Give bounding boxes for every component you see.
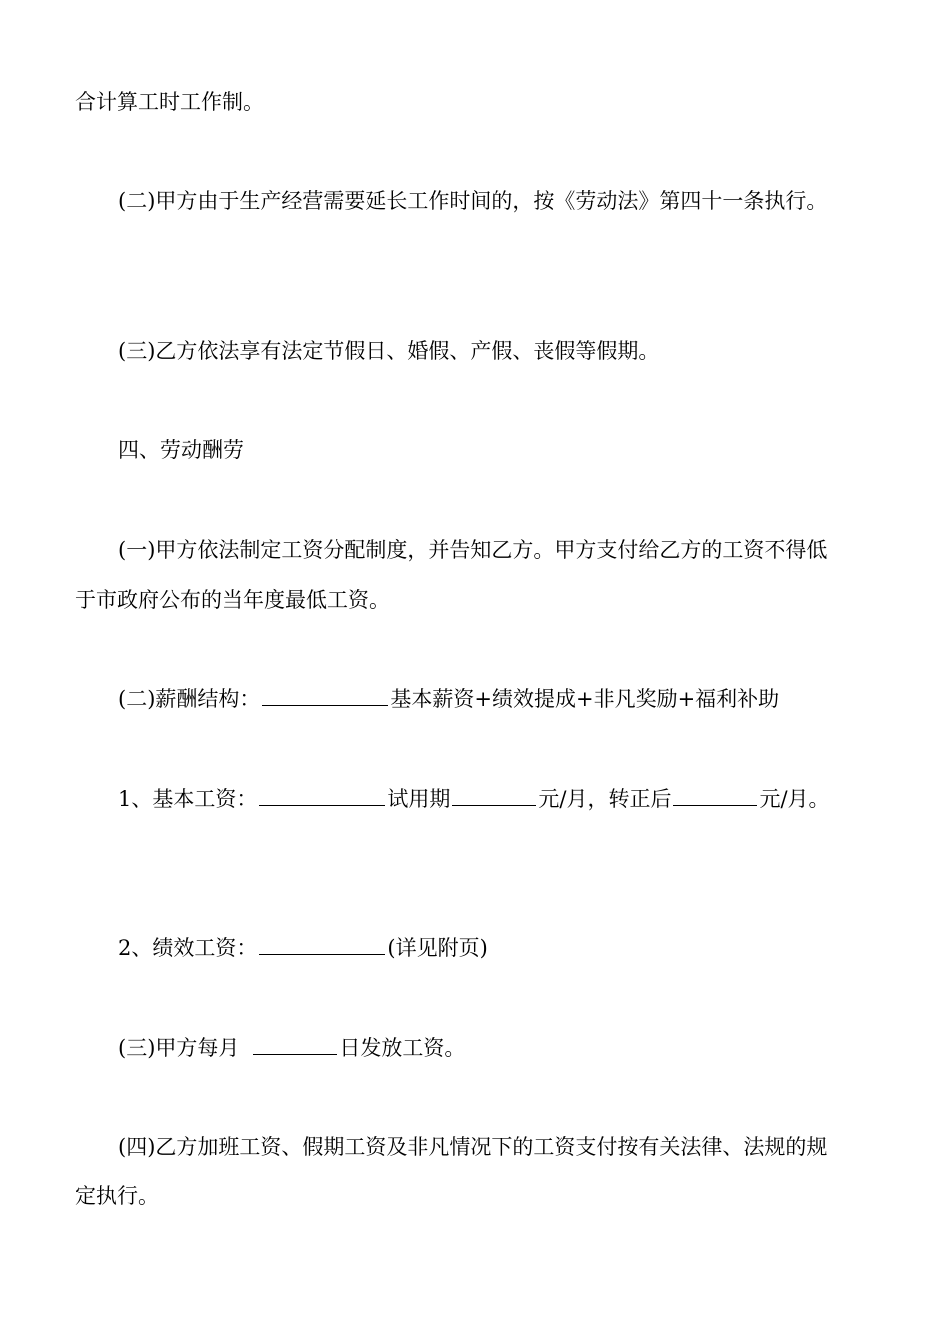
- unit-label: 元/月。: [759, 787, 830, 811]
- payday-blank: [253, 1036, 337, 1055]
- payday-text: 日发放工资。: [339, 1036, 466, 1060]
- text-line: 于市政府公布的当年度最低工资。: [75, 588, 390, 612]
- salary-structure-text: 基本薪资+绩效提成+非凡奖励+福利补助: [390, 687, 780, 711]
- salary-structure-blank: [262, 687, 388, 706]
- base-salary-label: 1、基本工资：: [118, 787, 258, 811]
- performance-salary-label: 2、绩效工资：: [118, 936, 258, 960]
- text-line: (四)乙方加班工资、假期工资及非凡情况下的工资支付按有关法律、法规的规: [118, 1135, 828, 1159]
- regular-label: 元/月，转正后: [538, 787, 672, 811]
- performance-note: (详见附页): [387, 936, 488, 960]
- base-salary-blank: [259, 787, 385, 806]
- text-line: 定执行。: [75, 1184, 159, 1208]
- probation-amount-blank: [452, 787, 536, 806]
- text-line: (一)甲方依法制定工资分配制度，并告知乙方。甲方支付给乙方的工资不得低: [118, 538, 828, 562]
- payday-label: (三)甲方每月: [118, 1036, 240, 1060]
- payday-line: [118, 1035, 465, 1061]
- text-line: (二)甲方由于生产经营需要延长工作时间的，按《劳动法》第四十一条执行。: [118, 189, 828, 213]
- section-heading: 四、劳动酬劳: [118, 438, 244, 462]
- text-line: 合计算工时工作制。: [75, 90, 264, 114]
- base-salary-line: [118, 786, 830, 812]
- salary-structure-line: [118, 686, 779, 712]
- text-line: (三)乙方依法享有法定节假日、婚假、产假、丧假等假期。: [118, 339, 660, 363]
- performance-salary-line: [118, 935, 488, 961]
- regular-amount-blank: [673, 787, 757, 806]
- probation-label: 试用期: [387, 787, 451, 811]
- performance-salary-blank: [259, 936, 385, 955]
- salary-structure-label: (二)薪酬结构：: [118, 687, 261, 711]
